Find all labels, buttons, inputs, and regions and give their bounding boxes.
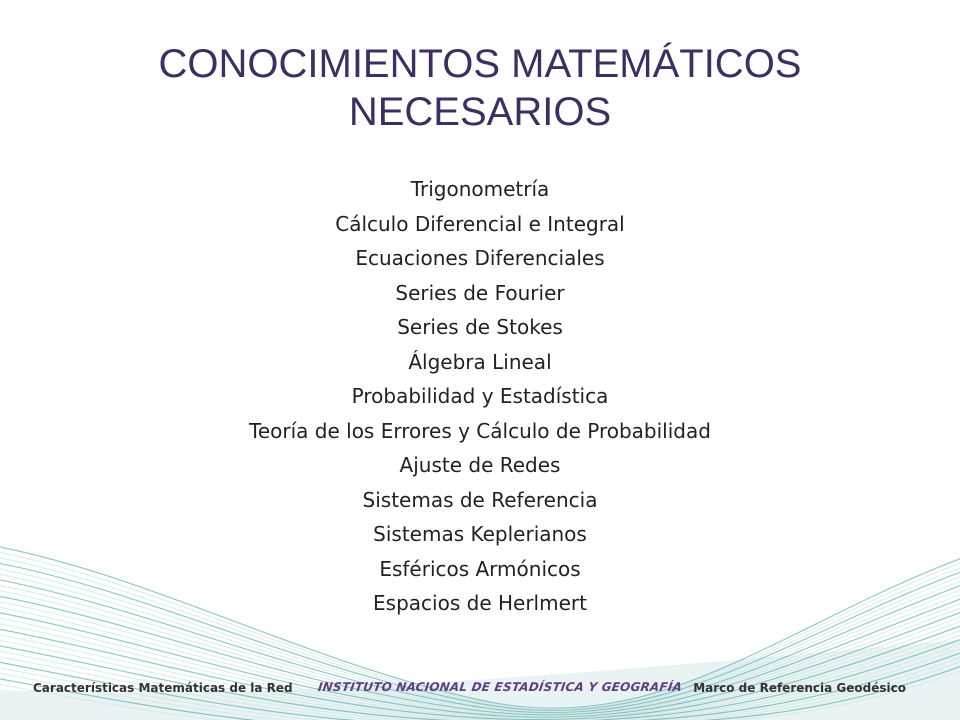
page-title: CONOCIMIENTOS MATEMÁTICOS NECESARIOS — [158, 42, 802, 134]
list-item: Esféricos Armónicos — [379, 556, 581, 581]
list-item: Cálculo Diferencial e Integral — [335, 211, 625, 236]
list-item: Espacios de Herlmert — [373, 591, 587, 615]
footer-topic: Marco de Referencia Geodésico — [693, 681, 906, 695]
topic-list — [80, 172, 880, 621]
list-item: Sistemas de Referencia — [362, 487, 598, 512]
list-item: Series de Stokes — [397, 315, 563, 339]
list-item: Sistemas Keplerianos — [373, 522, 587, 546]
list-item: Ecuaciones Diferenciales — [355, 246, 605, 270]
institute-logo-text: INSTITUTO NACIONAL DE ESTADÍSTICA Y GEOGRAFÍA — [317, 680, 684, 694]
list-item: Teoría de los Errores y Cálculo de Probabilidad — [249, 418, 711, 443]
list-item: Probabilidad y Estadística — [351, 384, 609, 408]
list-item: Trigonometría — [410, 177, 550, 201]
footer — [0, 676, 960, 706]
list-item: Series de Fourier — [395, 280, 565, 305]
list-item: Álgebra Lineal — [408, 349, 552, 374]
list-item: Ajuste de Redes — [399, 453, 561, 477]
footer-section-title: Características Matemáticas de la Red — [33, 681, 293, 695]
